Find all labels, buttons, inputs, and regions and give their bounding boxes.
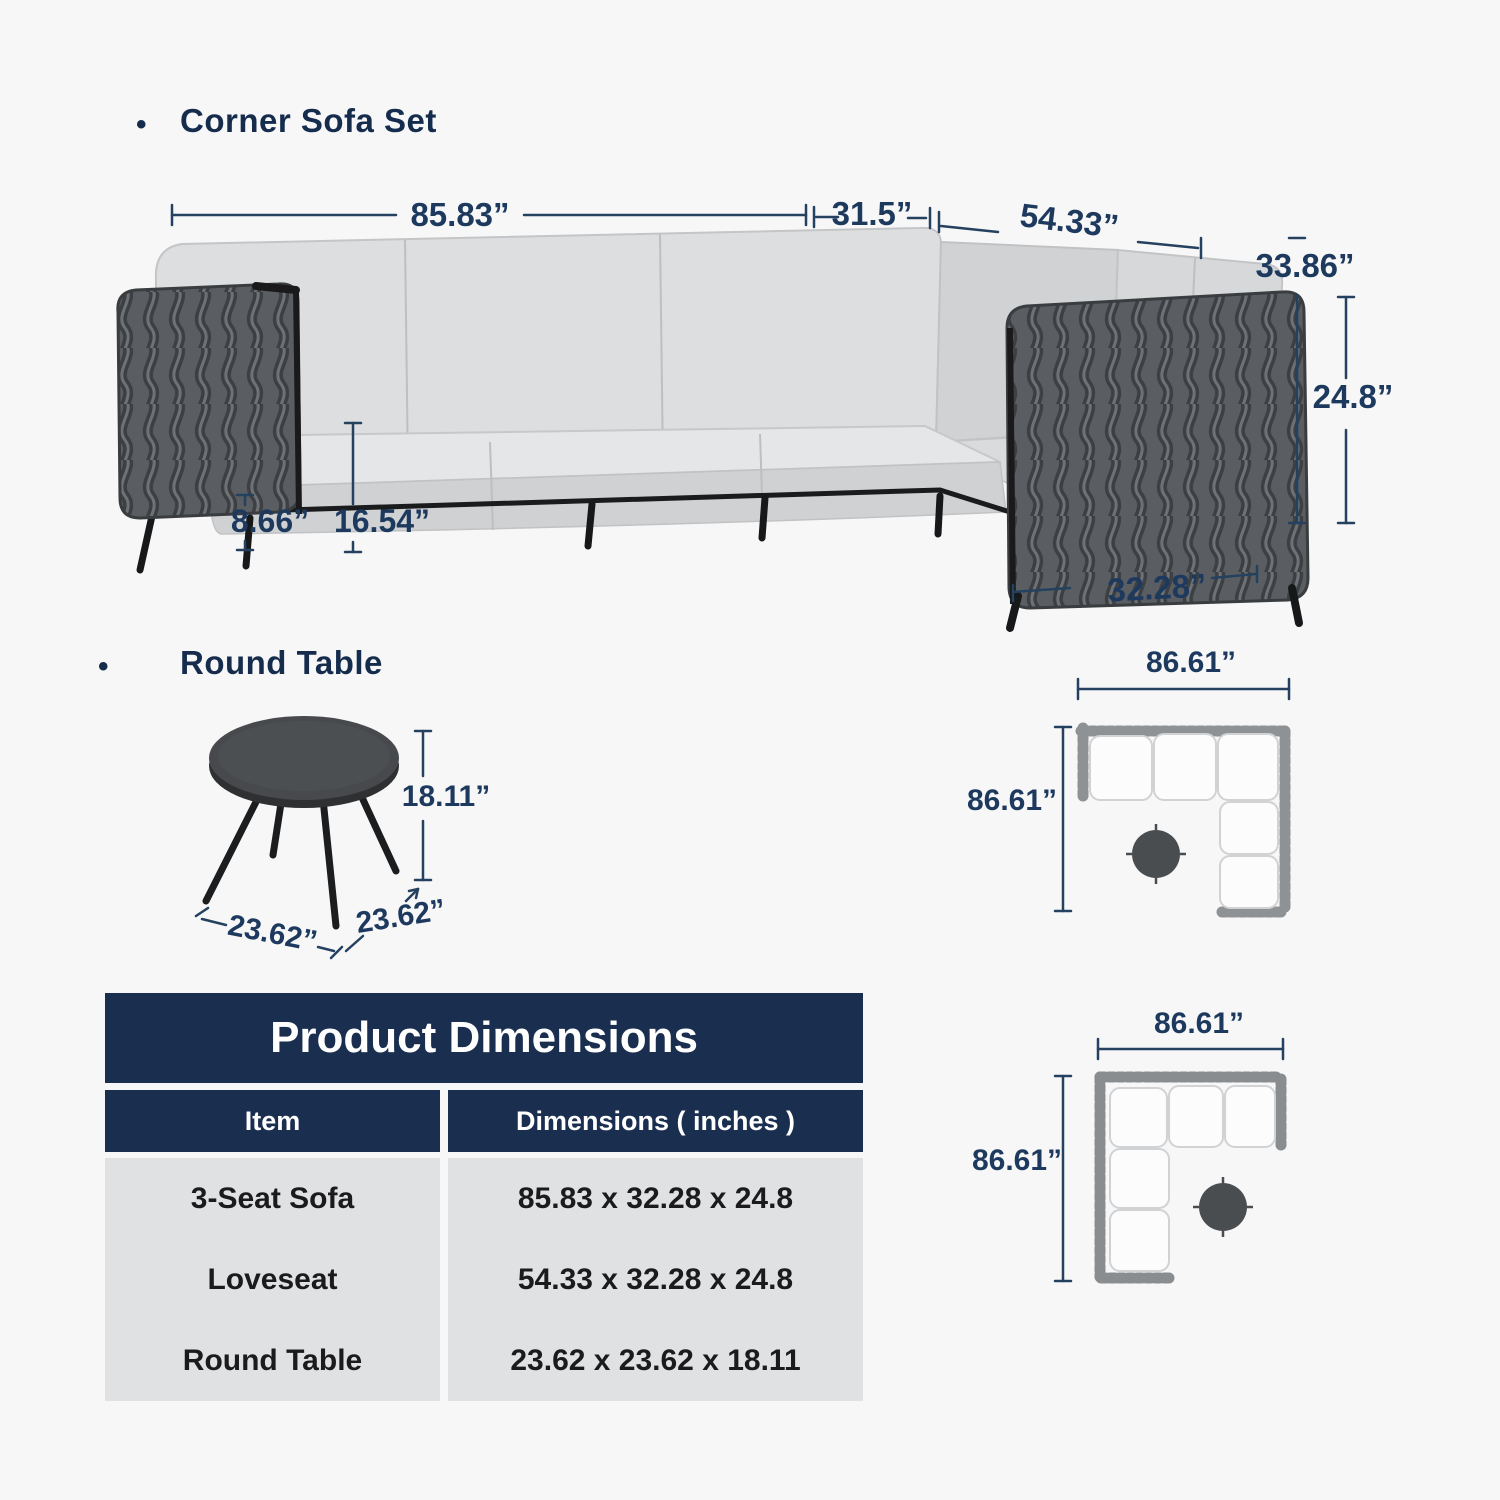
dim-table-width [196,908,342,958]
table-column-headers [105,1090,863,1152]
svg-text:86.61”: 86.61” [1153,1007,1245,1040]
table-row-item: 3-Seat Sofa [190,1182,355,1215]
dim-table-depth [346,889,448,951]
table-title: Product Dimensions [105,993,863,1083]
svg-text:54.33”: 54.33” [1017,196,1121,245]
svg-text:24.8”: 24.8” [1312,378,1394,415]
table-row-dims: 85.83 x 32.28 x 24.8 [517,1182,794,1215]
dim-topview1-width [1078,646,1289,699]
sofa-right-arm-woven [1007,292,1308,608]
bullet-icon: • [98,650,109,683]
dim-sofa-width-3seat [172,196,814,233]
table-body [105,1158,863,1401]
table-row-dims: 54.33 x 32.28 x 24.8 [517,1263,794,1296]
table-row-item: Loveseat [207,1263,338,1296]
topview1-table-circle [1126,824,1186,884]
svg-text:23.62”: 23.62” [225,908,320,959]
column-divider [440,1158,448,1401]
dim-table-height [402,731,490,880]
dimensions-column [448,1158,863,1401]
topview1-cushions [1090,734,1278,908]
dim-topview2-width [1098,1007,1283,1059]
svg-text:86.61”: 86.61” [1145,646,1237,679]
svg-text:86.61”: 86.61” [966,784,1058,817]
svg-text:18.11”: 18.11” [401,780,491,813]
svg-text:86.61”: 86.61” [971,1144,1063,1177]
sofa-top-view-2 [940,995,1330,1305]
topview2-table-circle [1193,1177,1253,1237]
section-title-round-table: Round Table [180,644,383,681]
svg-text:31.5”: 31.5” [831,195,913,232]
round-table-illustration [150,700,510,970]
svg-text:33.86”: 33.86” [1255,247,1355,284]
svg-text:23.62”: 23.62” [353,893,448,940]
round-table-body [206,716,399,926]
topview1-sofa [1081,728,1285,912]
svg-text:32.28”: 32.28” [1106,566,1208,609]
section-title-corner-sofa: Corner Sofa Set [180,102,437,139]
column-header-item: Item [105,1090,440,1152]
column-header-dimensions: Dimensions ( inches ) [448,1090,863,1152]
topview2-cushions [1110,1086,1275,1271]
dim-topview2-depth [972,1076,1071,1281]
sofa-body [118,228,1308,628]
corner-sofa-illustration [60,180,1420,635]
bullet-icon: • [136,108,147,141]
dim-sofa-height-leg [231,495,309,550]
product-dimensions-table [105,993,863,1401]
table-row-item: Round Table [182,1344,363,1377]
sofa-left-arm-woven [118,284,300,518]
dim-sofa-height-arm [1313,297,1394,523]
item-column [105,1158,440,1401]
column-divider [440,1090,448,1152]
svg-text:16.54”: 16.54” [333,503,431,539]
topview2-sofa [1100,1077,1281,1278]
sofa-top-view-1 [940,630,1330,940]
dim-sofa-width-corner [816,195,930,232]
table-row-dims: 23.62 x 23.62 x 18.11 [510,1344,801,1377]
dim-topview1-depth [967,727,1071,911]
svg-text:8.66”: 8.66” [230,503,310,539]
svg-text:85.83”: 85.83” [410,196,510,233]
